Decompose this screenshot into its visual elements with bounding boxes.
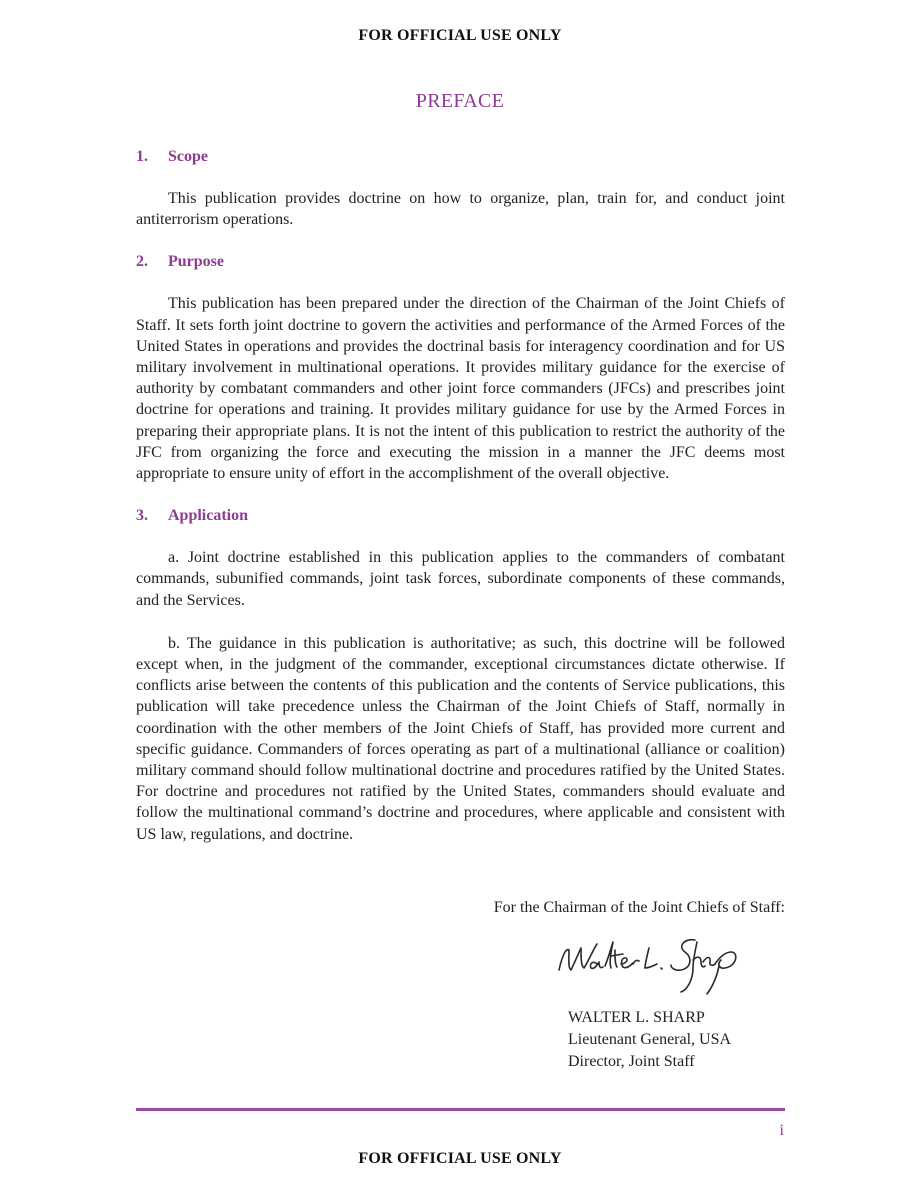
signatory-name: WALTER L. SHARP xyxy=(568,1009,705,1026)
classification-banner-top: FOR OFFICIAL USE ONLY xyxy=(358,27,562,44)
section-heading-purpose xyxy=(136,251,785,273)
section-title: Purpose xyxy=(168,253,224,271)
classification-banner-bottom: FOR OFFICIAL USE ONLY xyxy=(358,1150,562,1167)
signoff-line: For the Chairman of the Joint Chiefs of Staff: xyxy=(493,899,785,916)
signatory-title: Director, Joint Staff xyxy=(568,1053,695,1070)
footer-rule xyxy=(136,1108,785,1111)
scope-paragraph: This publication provides doctrine on how to organize, plan, train for, and conduct joint antiterrorism operations. xyxy=(136,190,785,229)
application-paragraph-a: a. Joint doctrine established in this publication applies to the commanders of combatant commands, subunified commands, joint task forces, subordinate components of these commands, and the Services. xyxy=(136,549,785,609)
section-number: 2. xyxy=(136,253,148,271)
application-paragraph-b: b. The guidance in this publication is authoritative; as such, this doctrine will be followed except when, in the judgment of the commander, exceptional circumstances dictate otherwise. If conflicts arise between the contents of this publication and the contents of Service publications, this publication will take precedence unless the Chairman of the Joint Chiefs of Staff, normally in coordination with the other members of the Joint Chiefs of Staff, has provided more current and specific guidance. Commanders of forces operating as part of a multinational (alliance or coalition) military command should follow multinational doctrine and procedures ratified by the United States. For doctrine and procedures not ratified by the United States, commanders should evaluate and follow the multinational command’s doctrine and procedures, where applicable and consistent with US law, regulations, and doctrine. xyxy=(136,634,785,843)
purpose-paragraph: This publication has been prepared under the direction of the Chairman of the Joint Chiefs of Staff. It sets forth joint doctrine to govern the activities and performance of the Armed Forces of the United States in operations and provides the doctrinal basis for interagency coordination and for US military involvement in multinational operations. It provides military guidance for the exercise of authority by combatant commanders and other joint force commanders (JFCs) and prescribes joint doctrine for operations and training. It provides military guidance for use by the Armed Forces in preparing their appropriate plans. It is not the intent of this publication to restrict the authority of the JFC from organizing the force and executing the mission in a manner the JFC deems most appropriate to ensure unity of effort in the accomplishment of the overall objective. xyxy=(136,295,785,483)
signatory-rank: Lieutenant General, USA xyxy=(568,1031,732,1048)
section-heading-scope xyxy=(136,146,785,168)
section-title: Application xyxy=(168,507,249,525)
page-title: PREFACE xyxy=(415,90,505,112)
document-body xyxy=(136,146,785,845)
section-number: 1. xyxy=(136,148,148,165)
section-heading-application xyxy=(136,505,785,527)
section-number: 3. xyxy=(136,507,148,525)
signatory-block xyxy=(568,1007,731,1073)
section-title: Scope xyxy=(168,148,208,165)
signature-image xyxy=(553,930,753,998)
page-number: i xyxy=(779,1122,784,1139)
